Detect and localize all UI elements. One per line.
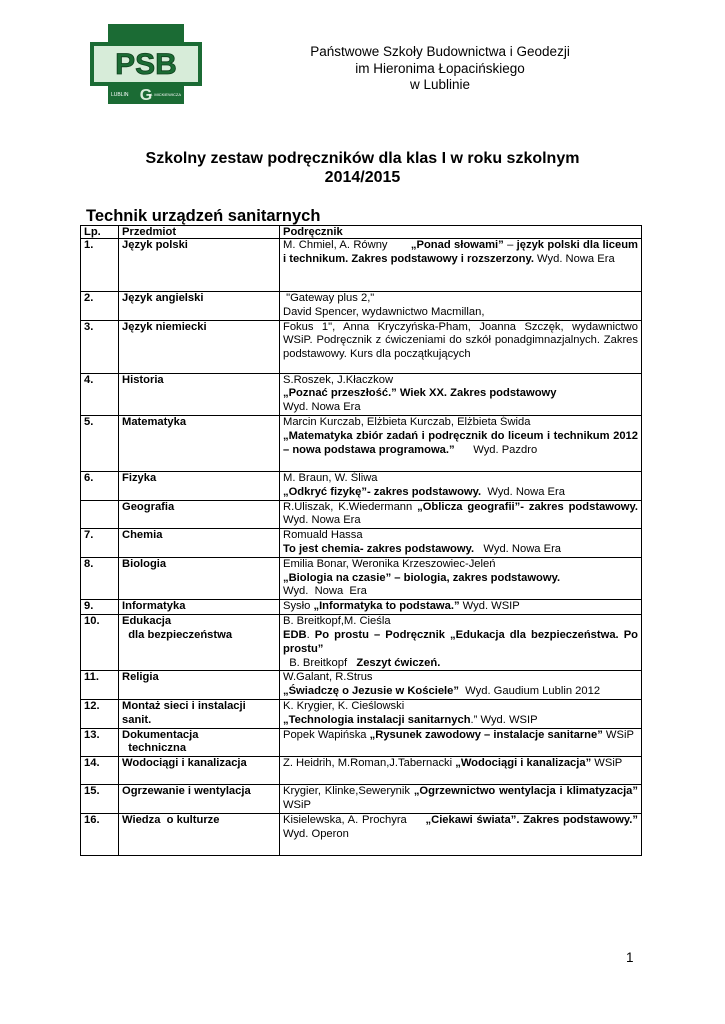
row-book	[280, 373, 642, 415]
row-subject: Religia	[119, 671, 280, 700]
row-subject: Historia	[119, 373, 280, 415]
row-lp: 13.	[81, 728, 119, 757]
book-info-text: Wyd. Nowa Era	[474, 542, 562, 555]
document-title	[100, 149, 625, 187]
row-book	[280, 239, 642, 292]
title-line-1: Szkolny zestaw podręczników dla klas I w roku szkolnym	[145, 150, 580, 167]
row-book	[280, 699, 642, 728]
profession-heading: Technik urządzeń sanitarnych	[86, 207, 321, 225]
book-info-text: Marcin Kurczab, Elżbieta Kurczab, Elżbieta Świda	[283, 415, 531, 428]
book-info-text: Fokus 1", Anna Kryczyńska-Pham, Joanna Szczęk, wydawnictwo WSiP. Podręcznik z ćwiczeniami do szkół ponadgimnazjalnych. Zakres podstawowy. Kurs dla początkujących	[283, 320, 642, 361]
row-lp: 12.	[81, 699, 119, 728]
book-title-text: „Oblicza geografii”- zakres podstawowy.	[417, 500, 639, 513]
book-info-text: –	[503, 239, 517, 251]
school-line-3: w Lublinie	[409, 77, 471, 92]
row-lp: 8.	[81, 557, 119, 599]
book-info-text: "Gateway plus 2,"	[283, 292, 375, 304]
school-line-2: im Hieronima Łopacińskiego	[355, 60, 525, 76]
row-lp: 5.	[81, 415, 119, 471]
book-info-text: Wyd. Nowa Era	[283, 500, 645, 527]
row-lp: 6.	[81, 471, 119, 500]
book-info-text: B. Breitkopf,M. Cieśla	[283, 615, 391, 628]
row-lp: 16.	[81, 813, 119, 855]
book-info-text: Wyd. Gaudium Lublin 2012	[458, 685, 601, 698]
row-subject: Biologia	[119, 557, 280, 599]
school-name	[295, 44, 585, 94]
table-row	[81, 529, 642, 558]
row-book	[280, 557, 642, 599]
row-subject: Informatyka	[119, 600, 280, 615]
row-subject: Wodociągi i kanalizacja	[119, 757, 280, 785]
row-book	[280, 671, 642, 700]
book-title-text: „Ponad słowami”	[410, 239, 504, 251]
logo-letters: PSB	[115, 48, 177, 81]
row-lp: 4.	[81, 373, 119, 415]
book-info-text: Wyd. Operon	[283, 813, 642, 840]
book-info-text: Kisielewska, A. Prochyra	[283, 813, 426, 826]
row-lp: 1.	[81, 239, 119, 292]
book-info-text: Emilia Bonar, Weronika Krzeszowiec-Jeleń	[283, 557, 496, 570]
logo-sub-letter: G	[139, 87, 153, 104]
logo-left-text: LUBLIN	[111, 92, 129, 98]
book-title-text: „Świadczę o Jezusie w Kościele”	[283, 685, 459, 698]
table-row	[81, 471, 642, 500]
table-row	[81, 813, 642, 855]
row-subject: Ogrzewanie i wentylacja	[119, 785, 280, 814]
row-book	[280, 757, 642, 785]
row-book	[280, 292, 642, 321]
school-logo	[90, 24, 202, 104]
row-lp: 9.	[81, 600, 119, 615]
book-info-text: .	[306, 628, 315, 641]
row-book	[280, 529, 642, 558]
book-info-text: Wyd. Nowa Era	[533, 252, 615, 265]
book-info-text: Wyd. Nowa Era	[283, 401, 361, 414]
row-subject: Matematyka	[119, 415, 280, 471]
textbook-table	[80, 225, 645, 856]
book-info-text: .” Wyd. WSIP	[470, 713, 538, 726]
book-info-text: S.Roszek, J.Kłaczkow	[283, 373, 394, 386]
row-subject: Montaż sieci i instalacji sanit.	[119, 699, 280, 728]
row-lp: 3.	[81, 320, 119, 373]
page-number: 1	[626, 950, 634, 965]
row-book	[280, 500, 645, 529]
table-header-row	[81, 226, 642, 239]
book-info-text: Krygier, Klinke,Sewerynik	[283, 785, 414, 798]
table-row	[81, 785, 642, 814]
row-book	[280, 813, 642, 855]
header-subject: Przedmiot	[119, 226, 280, 239]
book-info-text: WSiP	[602, 728, 634, 741]
book-info-text: K. Krygier, K. Cieślowski	[283, 699, 405, 712]
row-book	[280, 415, 642, 471]
row-lp: 14.	[81, 757, 119, 785]
book-title-text: „Wodociągi i kanalizacja”	[455, 757, 592, 770]
row-lp	[81, 500, 119, 529]
table-row	[81, 292, 642, 321]
school-line-1: Państwowe Szkoły Budownictwa i Geodezji	[310, 44, 570, 59]
row-book	[280, 785, 642, 814]
book-info-text: David Spencer, wydawnictwo Macmillan,	[283, 305, 485, 318]
table-row	[81, 320, 642, 373]
row-subject: Wiedza o kulturze	[119, 813, 280, 855]
table-row	[81, 728, 642, 757]
row-subject: Dokumentacja techniczna	[119, 728, 280, 757]
book-info-text: Romuald Hassa	[283, 529, 363, 542]
table-row	[81, 373, 642, 415]
book-info-text: R.Uliszak, K.Wiedermann	[283, 500, 418, 513]
title-line-2: 2014/2015	[324, 169, 401, 186]
header-book: Podręcznik	[280, 226, 642, 239]
row-lp: 10.	[81, 615, 119, 671]
row-book	[280, 471, 642, 500]
row-subject: Geografia	[119, 500, 280, 529]
row-book	[280, 320, 642, 373]
logo-right-text: ul. MICKIEWICZA	[148, 92, 181, 97]
book-title-text: To jest chemia- zakres podstawowy.	[283, 542, 475, 555]
book-title-text: EDB	[283, 628, 307, 641]
row-lp: 11.	[81, 671, 119, 700]
row-book	[280, 600, 642, 615]
row-subject: Fizyka	[119, 471, 280, 500]
book-info-text: W.Galant, R.Strus	[283, 671, 373, 684]
row-lp: 2.	[81, 292, 119, 321]
book-info-text: M. Chmiel, A. Równy	[283, 239, 411, 251]
row-subject: Edukacja dla bezpieczeństwa	[119, 615, 280, 671]
table-row	[81, 557, 642, 599]
row-subject: Chemia	[119, 529, 280, 558]
row-subject: Język angielski	[119, 292, 280, 321]
table-row	[81, 239, 642, 292]
book-info-text: Wyd. WSIP	[459, 600, 520, 613]
book-title-text: „Rysunek zawodowy – instalacje sanitarne”	[369, 728, 603, 741]
table-row	[81, 600, 642, 615]
book-info-text: WSiP	[591, 757, 623, 770]
book-info-text: Wyd. Nowa Era	[283, 585, 367, 598]
table-row	[81, 757, 642, 785]
row-book	[280, 615, 642, 671]
book-info-text: Wyd. Pazdro	[454, 443, 538, 456]
book-title-text: „Biologia na czasie” – biologia, zakres podstawowy.	[283, 571, 561, 584]
book-title-text: „Matematyka zbiór zadań i podręcznik do liceum i technikum 2012 – nowa podstawa programowa.”	[283, 429, 642, 456]
book-info-text: B. Breitkopf	[283, 656, 357, 669]
book-title-text: „Ogrzewnictwo wentylacja i klimatyzacja”	[413, 785, 638, 798]
row-book	[280, 728, 642, 757]
book-title-text: „Ciekawi świata”. Zakres podstawowy.”	[425, 813, 638, 826]
book-info-text: WSiP	[283, 785, 642, 811]
book-info-text: M. Braun, W. Śliwa	[283, 471, 378, 484]
book-info-text: Popek Wapińska	[283, 728, 370, 741]
table-row	[81, 615, 642, 671]
row-lp: 7.	[81, 529, 119, 558]
table-row	[81, 671, 642, 700]
book-title-text: język polski dla liceum i technikum. Zakres podstawowy i rozszerzony.	[283, 239, 642, 265]
book-title-text: „Odkryć fizykę”- zakres podstawowy.	[283, 485, 482, 498]
row-subject: Język polski	[119, 239, 280, 292]
table-row	[81, 699, 642, 728]
row-subject: Język niemiecki	[119, 320, 280, 373]
table-row	[81, 500, 642, 529]
row-lp: 15.	[81, 785, 119, 814]
header-lp: Lp.	[81, 226, 119, 239]
book-info-text: Wyd. Nowa Era	[481, 485, 565, 498]
book-title-text: Zeszyt ćwiczeń.	[356, 656, 441, 669]
book-title-text: „Poznać przeszłość.” Wiek XX. Zakres podstawowy	[283, 387, 557, 400]
book-title-text: Po prostu – Podręcznik „Edukacja dla bezpieczeństwa. Po prostu”	[283, 628, 642, 655]
book-title-text: „Informatyka to podstawa.”	[313, 600, 460, 613]
table-row	[81, 415, 642, 471]
book-info-text: Sysło	[283, 600, 314, 613]
book-info-text: Z. Heidrih, M.Roman,J.Tabernacki	[283, 757, 456, 770]
book-title-text: „Technologia instalacji sanitarnych	[283, 713, 471, 726]
